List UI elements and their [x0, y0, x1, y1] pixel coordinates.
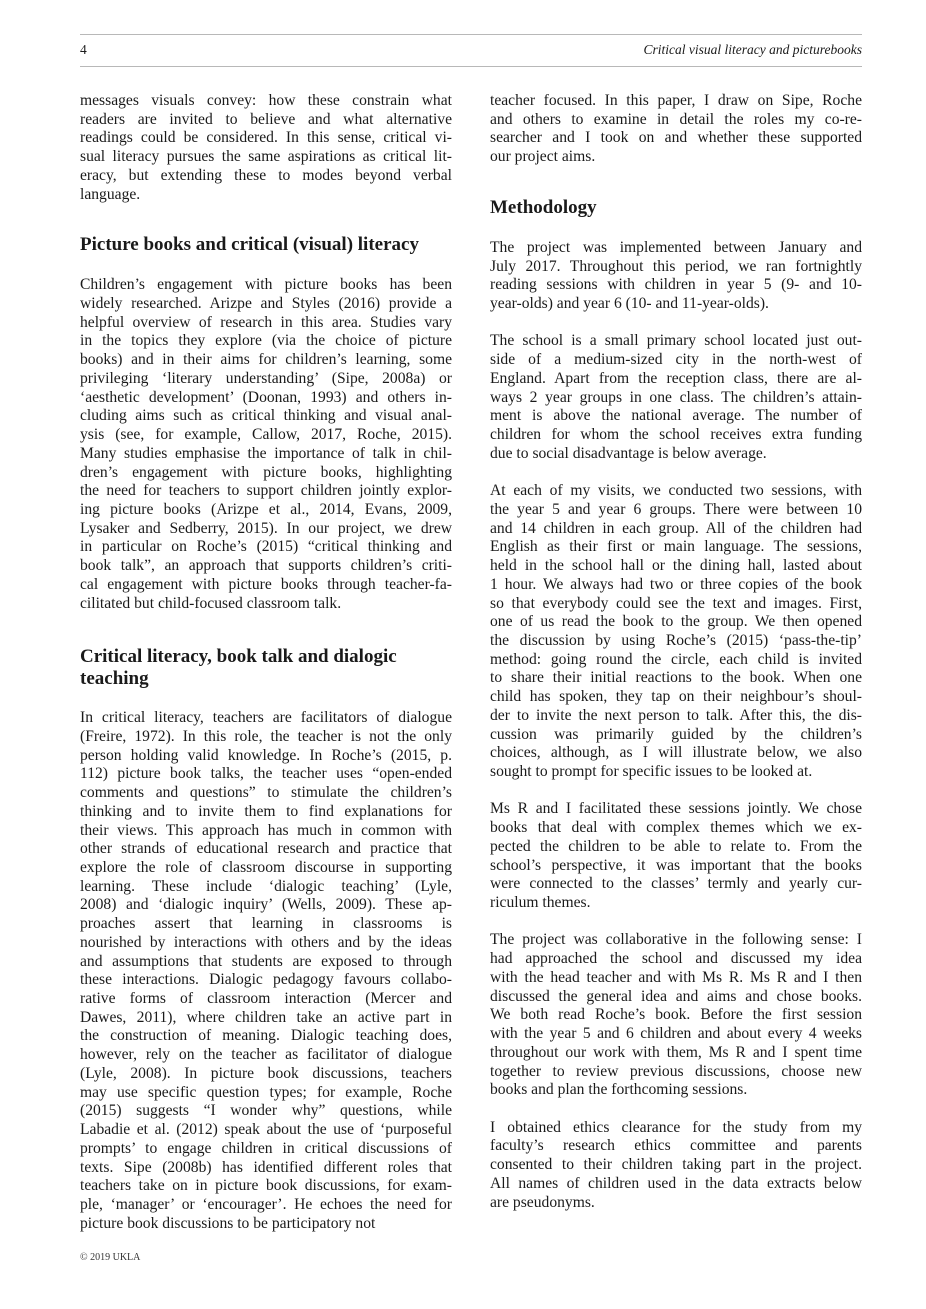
paragraph-method-facilitation: [490, 800, 862, 912]
heading-line: Methodology: [490, 196, 597, 218]
text-line: books that deal with complex themes which we ex-: [490, 819, 862, 837]
text-line: I obtained ethics clearance for the study from my: [490, 1118, 862, 1136]
text-line: our project aims.: [490, 148, 596, 166]
text-line: Labadie et al. (2012) speak about the use of ‘purposeful: [80, 1121, 452, 1139]
text-line: the construction of meaning. Dialogic teaching does,: [80, 1027, 452, 1045]
paragraph-picture-books: [80, 276, 452, 613]
text-line: eracy, but extending these to modes beyond verbal: [80, 166, 452, 184]
text-line: one of us read the book to the group. We then opened: [490, 613, 862, 631]
text-line: discussed the general idea and aims and chose books.: [490, 987, 862, 1005]
heading-line: Picture books and critical (visual) literacy: [80, 234, 419, 256]
text-line: language.: [80, 185, 141, 203]
text-line: due to social disadvantage is below average.: [490, 444, 767, 462]
text-line: are pseudonyms.: [490, 1193, 595, 1211]
text-line: side of a medium-sized city in the north-west of: [490, 351, 862, 369]
paragraph-critical-literacy: [80, 709, 452, 1233]
text-line: (2015) suggests “I wonder why” questions, while: [80, 1102, 452, 1120]
text-line: consented to their children taking part in the project.: [490, 1156, 862, 1174]
text-line: The project was implemented between January and: [490, 238, 862, 256]
text-line: explore the role of classroom discourse in supporting: [80, 859, 452, 876]
copyright-notice: © 2019 UKLA: [80, 1252, 141, 1263]
page-number: 4: [80, 42, 87, 57]
text-line: child has spoken, they tap on their neighbour’s shoul-: [490, 688, 862, 706]
text-line: der to invite the next person to talk. After this, the dis-: [490, 706, 862, 724]
header-rule-top: [80, 34, 862, 35]
text-line: so that everybody could see the text and images. First,: [490, 594, 862, 612]
text-line: prompts’ to engage children in critical discussions of: [80, 1139, 452, 1157]
text-line: 2008) and ‘dialogic inquiry’ (Wells, 2009). These ap-: [80, 896, 452, 914]
header-rule-bottom: [80, 66, 862, 67]
text-line: were connected to the classes’ termly and yearly cur-: [490, 875, 862, 893]
text-line: comments and questions” to stimulate the children’s: [80, 784, 452, 802]
text-line: July 2017. Throughout this period, we ran fortnightly: [490, 257, 862, 275]
heading-line: teaching: [80, 668, 149, 690]
text-line: Ms R and I facilitated these sessions jointly. We chose: [490, 800, 862, 818]
text-line: (Freire, 1972). In this role, the teacher is not the only: [80, 727, 452, 745]
text-line: In critical literacy, teachers are facilitators of dialogue: [80, 709, 452, 727]
text-line: helpful overview of research in this area. Studies vary: [80, 313, 452, 331]
right-column: [490, 92, 862, 1212]
text-line: privileging ‘literary understanding’ (Sipe, 2008a) or: [80, 369, 452, 387]
paragraph-method-ethics: [490, 1119, 862, 1213]
text-line: All names of children used in the data extracts below: [490, 1174, 862, 1192]
text-line: person holding valid knowledge. In Roche’s (2015, p.: [80, 746, 452, 764]
text-line: Lysaker and Sedberry, 2015). In our project, we drew: [80, 519, 452, 537]
text-line: learning. These include ‘dialogic teaching’ (Lyle,: [80, 877, 452, 895]
text-line: widely researched. Arizpe and Styles (2016) provide a: [80, 295, 452, 313]
text-line: to share their initial reactions to the book. When one: [490, 669, 862, 687]
text-line: The project was collaborative in the following sense: I: [490, 931, 862, 949]
text-line: had approached the school and discussed my idea: [490, 950, 862, 968]
text-line: in the topics they explore (via the choice of picture: [80, 332, 452, 350]
text-line: ple, ‘manager’ or ‘encourager’. He echoes the need for: [80, 1195, 452, 1213]
text-line: rative forms of classroom interaction (Mercer and: [80, 990, 452, 1008]
text-line: teachers take on in picture book discussions, for exam-: [80, 1177, 452, 1195]
text-line: reading sessions with children in year 5 (9- and 10-: [490, 276, 862, 294]
text-line: school’s perspective, it was important that the books: [490, 856, 862, 874]
text-line: English as their first or main language. The sessions,: [490, 538, 862, 556]
paragraph-continued: [490, 92, 862, 167]
text-line: cal engagement with picture books through teacher-fa-: [80, 575, 452, 593]
left-column: [80, 92, 452, 1233]
text-line: other strands of educational research and practice that: [80, 840, 452, 858]
text-line: ing picture books (Arizpe et al., 2014, Evans, 2009,: [80, 500, 452, 518]
text-line: held in the school hall or the dining hall, lasted about: [490, 557, 862, 575]
text-line: choices, although, as I will illustrate below, we also: [490, 744, 862, 762]
text-line: these interactions. Dialogic pedagogy favours collabo-: [80, 971, 452, 989]
paragraph-method-school: [490, 332, 862, 463]
text-line: thinking and to invite them to find explanations for: [80, 802, 452, 820]
paragraph-intro: [80, 92, 452, 204]
text-line: readings could be considered. In this sense, critical vi-: [80, 129, 452, 147]
text-line: book talk”, an approach that supports children’s criti-: [80, 557, 452, 575]
text-line: the discussion by using Roche’s (2015) ‘pass-the-tip’: [490, 631, 862, 649]
section-heading-picture-books: [80, 234, 452, 256]
text-line: the year 5 and year 6 groups. There were between 10: [490, 500, 862, 518]
text-line: may use specific question types; for example, Roche: [80, 1083, 452, 1101]
text-line: texts. Sipe (2008b) has identified different roles that: [80, 1158, 452, 1176]
text-line: readers are invited to believe and what alternative: [80, 110, 452, 128]
text-line: proaches assert that learning in classrooms is: [80, 915, 452, 933]
text-line: dren’s engagement with picture books, highlighting: [80, 463, 452, 481]
text-line: nourished by interactions with others and by the ideas: [80, 933, 452, 951]
text-line: and assumptions that students are exposed to through: [80, 952, 452, 970]
paragraph-method-timeline: [490, 239, 862, 314]
text-line: We both read Roche’s book. Before the first session: [490, 1006, 862, 1024]
text-line: picture book discussions to be participatory not: [80, 1214, 376, 1232]
text-line: ‘aesthetic development’ (Doonan, 1993) and others in-: [80, 388, 452, 406]
text-line: throughout our work with them, Ms R and I spent time: [490, 1043, 862, 1061]
text-line: in particular on Roche’s (2015) “critical thinking and: [80, 538, 452, 556]
text-line: cluding aims such as critical thinking and visual anal-: [80, 407, 452, 425]
text-line: pected the children to be able to relate to. From the: [490, 837, 862, 855]
text-line: books and plan the forthcoming sessions.: [490, 1081, 748, 1099]
text-line: (Lyle, 2008). In picture book discussions, teachers: [80, 1064, 452, 1082]
text-line: year-olds) and year 6 (10- and 11-year-olds).: [490, 295, 769, 313]
text-line: cussion was primarily guided by the children’s: [490, 725, 862, 743]
text-line: faculty’s research ethics committee and parents: [490, 1137, 862, 1155]
text-line: The school is a small primary school located just out-: [490, 332, 862, 350]
text-line: teacher focused. In this paper, I draw on Sipe, Roche: [490, 92, 862, 109]
running-title: Critical visual literacy and picturebooks: [643, 42, 862, 57]
text-line: sought to prompt for specific issues to be looked at.: [490, 763, 813, 780]
text-line: ysis (see, for example, Callow, 2017, Roche, 2015).: [80, 426, 452, 444]
text-line: with the year 5 and 6 children and about every 4 weeks: [490, 1025, 862, 1043]
text-line: ways 2 year groups in one class. The children’s attain-: [490, 388, 862, 406]
text-line: and 14 children in each group. All of the children had: [490, 519, 862, 537]
text-line: 1 hour. We always had two or three copies of the book: [490, 575, 862, 593]
text-line: books) and in their aims for children’s learning, some: [80, 351, 452, 369]
section-heading-methodology: [490, 197, 862, 219]
text-line: Children’s engagement with picture books has been: [80, 276, 452, 294]
text-line: riculum themes.: [490, 894, 591, 912]
text-line: messages visuals convey: how these constrain what: [80, 92, 452, 109]
text-line: method: going round the circle, each child is invited: [490, 650, 862, 668]
text-line: searcher and I took on and whether these supported: [490, 129, 862, 147]
paragraph-method-sessions: [490, 482, 862, 782]
text-line: cilitated but child-focused classroom talk.: [80, 594, 342, 612]
text-line: At each of my visits, we conducted two sessions, with: [490, 482, 862, 500]
text-line: the need for teachers to support children jointly explor-: [80, 482, 452, 500]
text-line: and others to examine in detail the roles my co-re-: [490, 110, 862, 128]
text-line: together to review previous discussions, choose new: [490, 1062, 862, 1080]
text-line: ment is above the national average. The number of: [490, 407, 862, 425]
text-line: England. Apart from the reception class, there are al-: [490, 369, 862, 387]
text-line: Dawes, 2011), where children take an active part in: [80, 1008, 452, 1026]
text-line: sual literacy pursues the same aspirations as critical lit-: [80, 148, 452, 166]
text-line: 112) picture book talks, the teacher uses “open-ended: [80, 765, 452, 783]
text-line: their views. This approach has much in common with: [80, 821, 452, 839]
heading-line: Critical literacy, book talk and dialogic: [80, 646, 397, 668]
section-heading-critical-literacy: [80, 646, 452, 690]
text-line: children for whom the school receives extra funding: [490, 426, 862, 444]
paragraph-method-collaboration: [490, 931, 862, 1099]
text-line: Many studies emphasise the importance of talk in chil-: [80, 444, 452, 462]
text-line: however, rely on the teacher as facilitator of dialogue: [80, 1046, 452, 1064]
text-line: with the head teacher and with Ms R. Ms R and I then: [490, 968, 862, 986]
